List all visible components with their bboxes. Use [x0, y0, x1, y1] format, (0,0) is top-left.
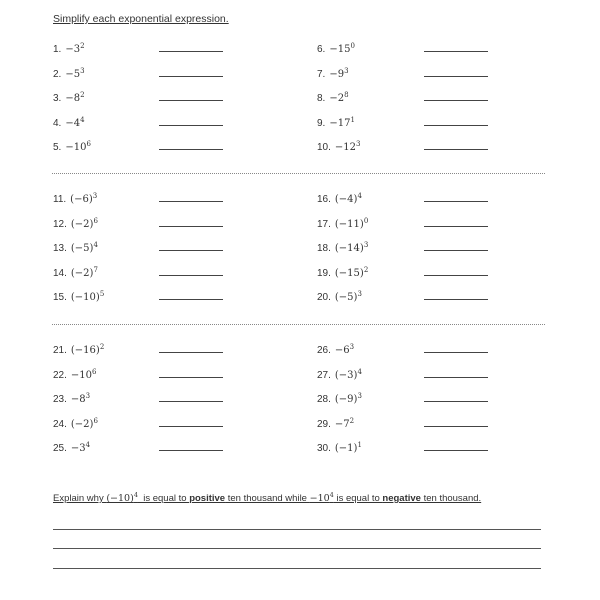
expression-base: (−6)	[70, 194, 93, 205]
expression-base: −3	[70, 443, 86, 455]
answer-blank[interactable]	[424, 275, 488, 276]
problem-number: 15.	[53, 292, 67, 304]
expression-exponent: 3	[349, 343, 355, 351]
problem-number: 7.	[317, 68, 326, 80]
problem-expression	[334, 416, 355, 430]
problem-item	[53, 67, 85, 87]
answer-blank[interactable]	[159, 426, 223, 427]
problem-expression	[335, 194, 362, 205]
problem-expression	[71, 292, 104, 303]
problem-number: 6.	[317, 44, 326, 55]
problem-item	[317, 91, 349, 111]
expression-base: −3	[65, 44, 81, 55]
problem-expression	[329, 66, 349, 80]
problem-number: 8.	[317, 93, 326, 105]
problem-expression	[329, 115, 355, 129]
problem-number: 9.	[317, 117, 326, 129]
explain-text: Explain why	[53, 493, 107, 504]
writing-line[interactable]	[53, 529, 541, 530]
problem-expression	[329, 44, 355, 55]
problem-expression	[335, 292, 362, 303]
expression-base: (−15)	[334, 267, 364, 279]
answer-blank[interactable]	[159, 299, 223, 300]
problem-number: 28.	[317, 394, 331, 406]
expression-exponent: 3	[363, 241, 369, 250]
answer-blank[interactable]	[159, 149, 223, 150]
problem-number: 17.	[317, 218, 331, 230]
problem-number: 19.	[317, 267, 331, 279]
expression-base: −17	[329, 117, 351, 129]
problem-expression	[334, 216, 369, 230]
problem-number: 24.	[53, 418, 67, 430]
problem-expression	[335, 443, 362, 454]
answer-blank[interactable]	[159, 450, 223, 451]
explain-expression-2: $-10^4$	[309, 491, 334, 504]
expression-exponent: 3	[85, 392, 91, 401]
problem-item	[53, 266, 98, 286]
problem-number: 26.	[317, 345, 331, 356]
expression-base: −6	[334, 345, 350, 356]
problem-item	[53, 116, 85, 136]
problem-item	[53, 290, 104, 310]
problem-expression	[65, 44, 84, 55]
problem-item	[317, 140, 360, 160]
problem-expression	[71, 443, 90, 454]
answer-blank[interactable]	[424, 426, 488, 427]
problem-item	[53, 42, 85, 62]
expression-exponent: 1	[350, 115, 355, 124]
problem-item	[317, 441, 362, 461]
answer-blank[interactable]	[424, 250, 488, 251]
writing-line[interactable]	[53, 548, 541, 549]
expression-base: (−1)	[334, 443, 358, 455]
problem-item	[317, 67, 349, 87]
problem-item	[53, 140, 91, 160]
problem-number: 27.	[317, 369, 331, 381]
explain-bold-negative: negative	[382, 493, 421, 504]
problem-item	[53, 91, 85, 111]
expression-exponent: 6	[92, 367, 97, 376]
expression-base: (−2)	[70, 418, 94, 430]
problem-expression	[70, 265, 98, 279]
answer-blank[interactable]	[159, 275, 223, 276]
problem-number: 4.	[53, 117, 62, 129]
problem-expression	[65, 142, 91, 153]
problem-number: 12.	[53, 218, 67, 230]
problem-number: 11.	[53, 194, 67, 205]
section-divider	[52, 173, 545, 174]
answer-blank[interactable]	[424, 450, 488, 451]
answer-blank[interactable]	[159, 377, 223, 378]
answer-blank[interactable]	[424, 76, 488, 77]
problem-expression	[335, 394, 362, 405]
problem-number: 30.	[317, 443, 331, 455]
problem-item	[53, 392, 90, 412]
problem-expression	[70, 416, 98, 430]
expression-base: (−2)	[70, 267, 94, 279]
expression-base: −2	[329, 93, 345, 105]
expression-exponent: 6	[93, 216, 98, 225]
expression-exponent: 0	[350, 42, 355, 50]
expression-base: −7	[334, 418, 350, 430]
expression-exponent: 2	[363, 265, 369, 274]
expression-exponent: 5	[99, 290, 105, 299]
expression-exponent: 2	[80, 42, 85, 50]
expression-exponent: 4	[85, 441, 91, 450]
problem-item	[53, 368, 96, 388]
expression-exponent: 4	[93, 241, 98, 250]
answer-blank[interactable]	[424, 125, 488, 126]
answer-blank[interactable]	[159, 100, 223, 101]
explain-text: is equal to	[333, 493, 383, 504]
problem-item	[317, 368, 362, 388]
problem-expression	[65, 93, 84, 104]
answer-blank[interactable]	[424, 377, 488, 378]
expression-base: (−10)	[70, 292, 100, 304]
expression-exponent: 4	[357, 367, 362, 376]
expression-exponent: 3	[92, 192, 98, 200]
problem-item	[317, 116, 355, 136]
answer-blank[interactable]	[424, 100, 488, 101]
expression-base: −9	[329, 68, 345, 80]
expression-exponent: 2	[80, 91, 85, 100]
answer-blank[interactable]	[424, 299, 488, 300]
problem-expression	[71, 345, 104, 356]
expression-exponent: 2	[349, 416, 355, 425]
expression-base: −10	[70, 369, 93, 381]
problem-number: 13.	[53, 243, 67, 255]
expression-exponent: 8	[344, 91, 349, 100]
expression-base: −12	[334, 142, 357, 154]
expression-exponent: 3	[357, 392, 362, 401]
expression-exponent: 3	[80, 66, 85, 75]
problem-number: 16.	[317, 194, 331, 205]
expression-base: −5	[65, 68, 81, 80]
answer-blank[interactable]	[424, 201, 488, 202]
expression-exponent: 6	[86, 140, 91, 149]
problem-expression	[334, 265, 369, 279]
problem-expression	[65, 115, 85, 129]
expression-exponent: 4	[357, 192, 362, 200]
expression-exponent: 2	[99, 343, 105, 351]
expression-exponent: 1	[357, 441, 362, 450]
explain-prompt	[53, 491, 481, 504]
answer-blank[interactable]	[159, 76, 223, 77]
answer-blank[interactable]	[159, 401, 223, 402]
expression-base: (−5)	[70, 243, 94, 255]
answer-blank[interactable]	[159, 51, 223, 52]
problem-number: 1.	[53, 44, 62, 55]
answer-blank[interactable]	[159, 226, 223, 227]
expression-exponent: 4	[80, 115, 85, 124]
answer-blank[interactable]	[159, 352, 223, 353]
expression-base: (−2)	[70, 218, 94, 230]
problem-item	[53, 417, 98, 437]
problem-item	[317, 290, 362, 310]
problem-item	[317, 343, 354, 363]
problem-item	[317, 266, 368, 286]
expression-base: (−16)	[70, 345, 100, 356]
expression-base: (−14)	[334, 243, 364, 255]
expression-exponent: 3	[356, 140, 361, 149]
problem-item	[53, 217, 98, 237]
expression-base: −10	[65, 142, 87, 154]
problem-expression	[65, 66, 85, 80]
problem-expression	[329, 93, 348, 104]
answer-blank[interactable]	[424, 401, 488, 402]
problem-expression	[335, 142, 361, 153]
problem-item	[317, 417, 354, 437]
answer-blank[interactable]	[159, 201, 223, 202]
problem-item	[53, 343, 104, 363]
expression-base: (−11)	[334, 218, 364, 230]
explain-text: is equal to	[137, 493, 190, 504]
problem-expression	[70, 216, 98, 230]
expression-base: −4	[65, 117, 81, 129]
problem-expression	[335, 243, 368, 254]
problem-number: 21.	[53, 345, 67, 356]
problem-number: 18.	[317, 243, 331, 255]
instruction-heading: Simplify each exponential expression.	[53, 13, 229, 25]
explain-text: ten thousand.	[420, 493, 482, 504]
answer-blank[interactable]	[424, 149, 488, 150]
section-divider	[52, 324, 545, 325]
expression-base: −15	[329, 44, 351, 55]
problem-expression	[71, 243, 98, 254]
problem-item	[53, 441, 90, 461]
problem-expression	[70, 194, 97, 205]
problem-expression	[334, 367, 362, 381]
explain-expression-1: $(-10)^4$	[106, 491, 138, 504]
problem-number: 5.	[53, 142, 62, 154]
writing-line[interactable]	[53, 568, 541, 569]
answer-blank[interactable]	[424, 51, 488, 52]
expression-base: (−4)	[334, 194, 358, 205]
answer-blank[interactable]	[424, 226, 488, 227]
expression-base: (−9)	[334, 394, 358, 406]
problem-item	[317, 217, 368, 237]
expression-base: (−5)	[334, 292, 358, 304]
expression-exponent: 0	[363, 216, 369, 225]
problem-item	[53, 241, 98, 261]
problem-item	[53, 192, 97, 212]
problem-expression	[335, 345, 354, 356]
answer-blank[interactable]	[159, 250, 223, 251]
problem-number: 2.	[53, 68, 62, 80]
answer-blank[interactable]	[424, 352, 488, 353]
explain-bold-positive: positive	[189, 493, 226, 504]
problem-number: 25.	[53, 443, 67, 455]
problem-number: 3.	[53, 93, 62, 105]
problem-number: 10.	[317, 142, 331, 154]
problem-expression	[71, 394, 90, 405]
expression-base: −8	[70, 394, 86, 406]
expression-exponent: 3	[357, 290, 362, 299]
expression-exponent: 3	[344, 66, 349, 75]
problem-item	[317, 192, 362, 212]
problem-number: 22.	[53, 369, 67, 381]
problem-number: 23.	[53, 394, 67, 406]
problem-item	[317, 42, 355, 62]
expression-exponent: 6	[93, 416, 98, 425]
problem-item	[317, 241, 368, 261]
answer-blank[interactable]	[159, 125, 223, 126]
expression-base: −8	[65, 93, 81, 105]
expression-exponent: 7	[93, 265, 98, 274]
problem-item	[317, 392, 362, 412]
expression-base: (−3)	[334, 369, 358, 381]
problem-number: 14.	[53, 267, 67, 279]
problem-number: 29.	[317, 418, 331, 430]
explain-text: ten thousand while	[225, 493, 310, 504]
problem-number: 20.	[317, 292, 331, 304]
problem-expression	[70, 367, 97, 381]
